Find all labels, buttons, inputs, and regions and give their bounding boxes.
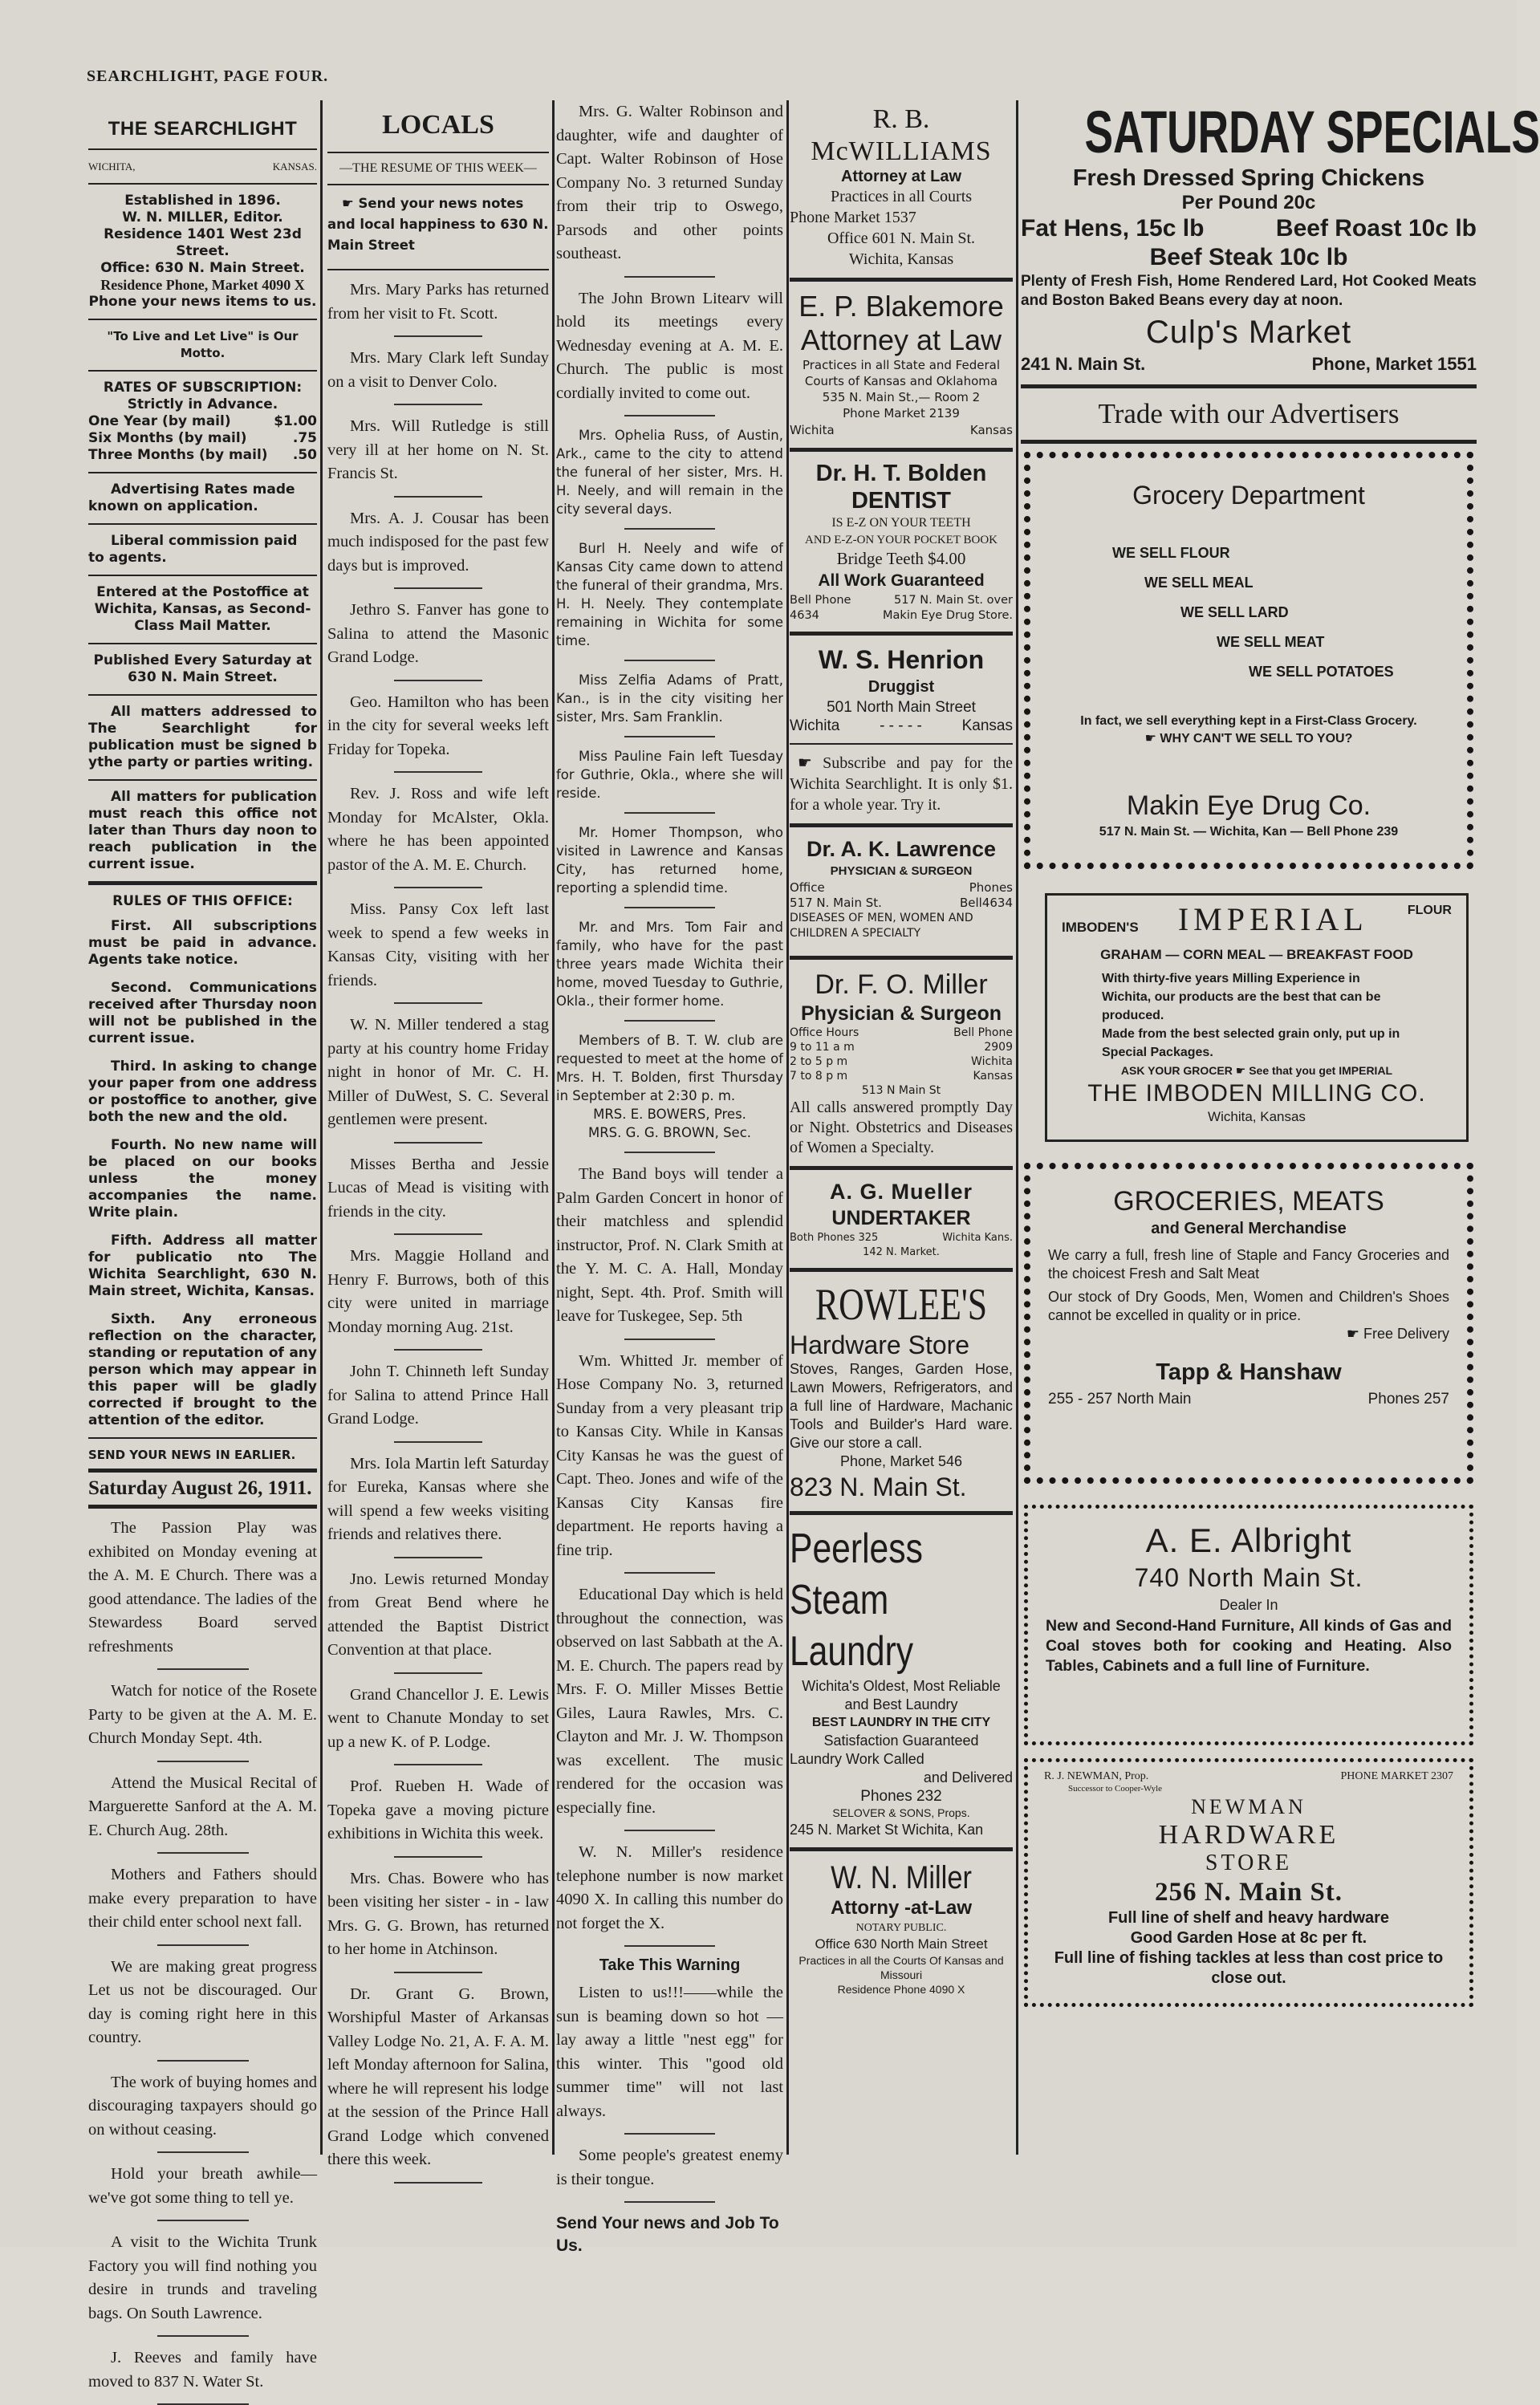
local-item: Mrs. Maggie Holland and Henry F. Burrows, both of this city were united in marriage Monday morning Aug. 21st. bbox=[327, 1247, 549, 1336]
phone-news: Phone your news items to us. bbox=[88, 294, 317, 310]
news-item: The work of buying homes and discouraging taxpayers should go on without ceasing. bbox=[88, 2073, 317, 2139]
ad-line: E. P. Blakemore bbox=[798, 290, 1004, 323]
ad-line: Wichita bbox=[790, 717, 840, 734]
ad-line: Attorney at Law bbox=[840, 168, 962, 185]
news-item-small: Miss Pauline Fain left Tuesday for Guthrie, Okla., where she will reside. bbox=[556, 749, 783, 801]
local-item: Grand Chancellor J. E. Lewis went to Chanute Monday to set up a new K. of P. Lodge. bbox=[327, 1685, 549, 1751]
news-item: Educational Day which is held throughout the connection, was observed on last Sabbath at the A. M. E. Church. The papers read by Mrs. F. O. Miller Misses Bettie Giles, Laura Rawles, Mrs. C. Clayton and Mr. J. W. Thompson was excellent. The music rendered for the occasion was especially fine. bbox=[556, 1586, 783, 1817]
ad-line: Successor to Cooper-Wyle bbox=[1068, 1784, 1163, 1794]
ad-line: R. J. NEWMAN, Prop. bbox=[1044, 1770, 1149, 1782]
entered-notice: Entered at the Postoffice at Wichita, Kansas, as Second-Class Mail Matter. bbox=[94, 584, 311, 634]
ad-line: 245 N. Market St Wichita, Kan bbox=[790, 1822, 984, 1838]
established: Established in 1896. bbox=[124, 193, 281, 209]
column-rule bbox=[320, 100, 323, 2155]
local-item: Mrs. Iola Martin left Saturday for Eureka, Kansas where she will spend a few weeks visiting friends and relatives there. bbox=[327, 1454, 549, 1543]
item-divider bbox=[624, 907, 715, 908]
item-divider bbox=[394, 1349, 482, 1351]
item-divider bbox=[624, 1830, 715, 1831]
ad-line: WE SELL MEAL bbox=[1144, 575, 1254, 591]
ad-albright bbox=[1024, 1505, 1473, 1745]
rates-head: RATES OF SUBSCRIPTION: bbox=[103, 380, 303, 396]
residence: Residence 1401 West 23d Street. bbox=[104, 226, 302, 259]
ad-line: AND E-Z-ON YOUR POCKET BOOK bbox=[805, 534, 998, 546]
ad-line: PHYSICIAN & SURGEON bbox=[830, 864, 973, 878]
club-signature: MRS. G. G. BROWN, Sec. bbox=[587, 1125, 752, 1140]
club-signature: MRS. E. BOWERS, Pres. bbox=[593, 1107, 746, 1122]
editor: W. N. MILLER, Editor. bbox=[122, 209, 283, 225]
ad-line: Made from the best selected grain only, put up in Special Packages. bbox=[1102, 1027, 1400, 1059]
ad-line: SELOVER & SONS, Props. bbox=[832, 1806, 970, 1819]
item-divider bbox=[624, 415, 715, 416]
ad-rowlee bbox=[790, 1280, 1013, 1503]
ad-line: Tapp & Hanshaw bbox=[1156, 1359, 1342, 1385]
ad-line: Beef Roast 10c lb bbox=[1275, 215, 1477, 242]
news-item: The Band boys will tender a Palm Garden Concert in honor of their matchless and splendid instructor, Prof. N. Clark Smith at the Y. M. C. A. Hall, Monday night, Sept. 4th. Prof. Smith will leave for Tuskegee, Sep. 5th bbox=[556, 1165, 783, 1325]
ad-line: Both Phones 325 bbox=[790, 1232, 879, 1244]
news-item: A visit to the Wichita Trunk Factory you will find nothing you desire in trunds and traveling bags. On South Lawrence. bbox=[88, 2233, 317, 2322]
local-item: Miss. Pansy Cox left last week to spend a few weeks in Kansas City, visiting with her friends. bbox=[327, 900, 549, 989]
locals-subtitle: —THE RESUME OF THIS WEEK— bbox=[339, 161, 537, 175]
advertising-rates: Advertising Rates made known on application. bbox=[88, 481, 295, 514]
ad-line: Attorny -at-Law bbox=[831, 1897, 972, 1919]
ad-line: WE SELL LARD bbox=[1180, 604, 1289, 620]
ad-line: Kansas bbox=[969, 423, 1013, 437]
item-divider bbox=[394, 1672, 482, 1674]
ad-makin bbox=[1024, 452, 1473, 869]
ad-line: Bell Phone bbox=[953, 1026, 1013, 1039]
item-divider bbox=[394, 496, 482, 498]
ad-line: IS E-Z ON YOUR TEETH bbox=[831, 516, 971, 530]
locals-title: LOCALS bbox=[382, 110, 494, 140]
local-item: Mrs. Chas. Bowere who has been visiting her sister - in - law Mrs. G. G. Brown, has returned to her home in Atchinson. bbox=[327, 1869, 549, 1958]
news-item-small: Mrs. Ophelia Russ, of Austin, Ark., came to the city to attend the funeral of her sister, Mrs. H. H. Neely, and will remain in the city several days. bbox=[556, 428, 783, 517]
rule-item: Second. Communications received after Thursday noon will not be published in the current issue. bbox=[88, 980, 317, 1046]
item-divider bbox=[394, 1142, 482, 1144]
ad-line: Full line of fishing tackles at less than cost price to close out. bbox=[1054, 1949, 1444, 1987]
ad-line: ASK YOUR GROCER ☛ See that you get IMPERIAL bbox=[1120, 1064, 1393, 1077]
ad-line: 241 N. Main St. bbox=[1021, 354, 1146, 374]
ad-line: 823 N. Main St. bbox=[790, 1473, 967, 1501]
warning-text: Listen to us!!!——while the sun is beaming down so hot — lay away a little "nest egg" for this winter. This "good old summer time" will not last always. bbox=[556, 1984, 783, 2120]
item-divider bbox=[624, 812, 715, 814]
item-divider bbox=[394, 771, 482, 773]
item-divider bbox=[624, 2201, 715, 2203]
ad-line: Wichita, Kansas bbox=[848, 250, 954, 268]
ad-line: Full line of shelf and heavy hardware bbox=[1107, 1909, 1390, 1927]
news-item: Attend the Musical Recital of Marguerette Sanford at the A. M. E. Church Aug. 28th. bbox=[88, 1773, 317, 1839]
item-divider bbox=[157, 2151, 249, 2153]
rate-label: One Year (by mail) bbox=[88, 413, 231, 429]
ad-line: All Work Guaranteed bbox=[818, 571, 985, 590]
local-item: Dr. Grant G. Brown, Worshipful Master of Arkansas Valley Lodge No. 21, A. F. A. M. left Monday afternoon for Salina, where he will represent his lodge at the session of the Prince Hall Grand Lodge which convened there this week. bbox=[327, 1985, 549, 2168]
ad-line: Plenty of Fresh Fish, Home Rendered Lard, Hot Cooked Meats and Boston Baked Beans every day at noon. bbox=[1021, 273, 1477, 309]
item-divider bbox=[624, 1945, 715, 1947]
local-item: Mrs. Will Rutledge is still very ill at her home on N. St. Francis St. bbox=[327, 417, 549, 482]
ad-culp bbox=[1021, 99, 1540, 375]
ad-line: Office Hours bbox=[790, 1026, 859, 1039]
news-item: The John Brown Litearv will hold its meetings every Wednesday evening at A. M. E. Church. The public is most cordially invited to come out. bbox=[556, 289, 783, 402]
ad-line: Phones 257 bbox=[1367, 1391, 1449, 1408]
ad-line: 256 N. Main St. bbox=[1154, 1878, 1343, 1907]
local-item: Jethro S. Fanver has gone to Salina to attend the Masonic Grand Lodge. bbox=[327, 601, 549, 666]
ad-line: Office 601 N. Main St. bbox=[827, 230, 976, 247]
column-three-items bbox=[556, 100, 783, 2257]
item-divider bbox=[157, 2335, 249, 2337]
ad-line: Our stock of Dry Goods, Men, Women and Children's Shoes cannot be excelled in quality or in price. bbox=[1048, 1289, 1449, 1323]
ad-line: Steam bbox=[790, 1577, 889, 1623]
issue-date: Saturday August 26, 1911. bbox=[88, 1477, 312, 1499]
ad-line: 517 N. Main St. bbox=[790, 896, 882, 910]
ad-line: Phone, Market 1551 bbox=[1311, 354, 1477, 374]
ad-line: 513 N Main St bbox=[861, 1084, 941, 1097]
masthead-title: THE SEARCHLIGHT bbox=[108, 118, 298, 140]
ad-line: IMPERIAL bbox=[1177, 901, 1368, 937]
ad-line: All calls answered promptly Day or Night. Obstetrics and Diseases of Women a Specialty. bbox=[790, 1099, 1013, 1156]
rule-item: Sixth. Any erroneous reflection on the character, standing or reputation of any person which may appear in this paper will be gladly corrected if brought to the attention of the editor. bbox=[88, 1311, 317, 1428]
locals-column bbox=[327, 100, 549, 2168]
column-rule bbox=[1016, 100, 1018, 2155]
ad-line: NEWMAN bbox=[1191, 1795, 1306, 1818]
ad-blakemore bbox=[790, 290, 1013, 440]
item-divider bbox=[394, 1557, 482, 1558]
send-news-job: Send Your news and Job To Us. bbox=[556, 2214, 779, 2255]
ad-peerless bbox=[790, 1523, 1013, 1839]
item-divider bbox=[624, 660, 715, 661]
item-divider bbox=[394, 1233, 482, 1235]
ad-line: A. E. Albright bbox=[1145, 1521, 1352, 1559]
local-item: Prof. Rueben H. Wade of Topeka gave a moving picture exhibitions in Wichita this week. bbox=[327, 1777, 549, 1842]
ad-line: Beef Steak 10c lb bbox=[1149, 244, 1348, 270]
ad-line: THE IMBODEN MILLING CO. bbox=[1087, 1080, 1426, 1107]
ad-bolden bbox=[790, 460, 1013, 624]
page-folio: SEARCHLIGHT, PAGE FOUR. bbox=[87, 67, 329, 85]
item-divider bbox=[624, 1020, 715, 1022]
local-item: John T. Chinneth left Sunday for Salina to attend Prince Hall Grand Lodge. bbox=[327, 1363, 549, 1428]
news-item-small: Members of B. T. W. club are requested to meet at the home of Mrs. H. T. Bolden, first Thursday in September at 2:30 p. m. bbox=[556, 1033, 783, 1103]
item-divider bbox=[394, 587, 482, 589]
local-item: Mrs. A. J. Cousar has been much indisposed for the past few days but is improved. bbox=[327, 509, 549, 575]
ad-henrion: W. S. Henrion Druggist 501 North Main Street Wichita - - - - - Kansas bbox=[790, 645, 1013, 734]
local-item: W. N. Miller tendered a stag party at his country home Friday night in honor of Mr. C. H. Miller of DuWest, S. C. Several gentlemen were present. bbox=[327, 1016, 549, 1128]
item-divider bbox=[394, 887, 482, 888]
ad-line: McWILLIAMS bbox=[811, 136, 992, 166]
item-divider bbox=[394, 1856, 482, 1858]
ad-line: NOTARY PUBLIC. bbox=[855, 1922, 947, 1934]
ad-line: and Delivered bbox=[923, 1769, 1013, 1785]
ad-line: Practices in all Courts bbox=[830, 188, 973, 205]
ad-line: ☛ Free Delivery bbox=[1346, 1326, 1449, 1342]
ad-line: 142 N. Market. bbox=[863, 1246, 940, 1258]
ad-line: Satisfaction Guaranteed bbox=[823, 1733, 979, 1749]
ad-line: Dr. F. O. Miller bbox=[815, 969, 988, 1000]
ad-mcwilliams bbox=[790, 104, 1013, 270]
motto: "To Live and Let Live" is Our Motto. bbox=[107, 329, 299, 360]
local-item: Rev. J. Ross and wife left Monday for McAlster, Okla. where he has been appointed pastor of the A. M. E. Church. bbox=[327, 785, 549, 874]
item-divider bbox=[624, 736, 715, 737]
ad-line: ROWLEE'S bbox=[815, 1280, 988, 1330]
ad-line: 255 - 257 North Main bbox=[1048, 1391, 1192, 1408]
ads-column-right bbox=[1021, 99, 1540, 2155]
column-three bbox=[556, 100, 783, 2255]
news-item-small: Burl H. Neely and wife of Kansas City came down to attend the funeral of their grandma, Mrs. H. H. Neely. They contemplate remaining in Wichita for some time. bbox=[556, 541, 783, 648]
news-item: J. Reeves and family have moved to 837 N. Water St. bbox=[88, 2349, 317, 2391]
ad-line: DENTIST bbox=[851, 488, 952, 514]
ad-imboden bbox=[1045, 893, 1469, 1142]
ad-line: 7 to 8 p m bbox=[790, 1070, 848, 1083]
ad-line: 740 North Main St. bbox=[1134, 1563, 1363, 1592]
ad-line: IMBODEN'S bbox=[1062, 920, 1139, 935]
rate-value: .50 bbox=[292, 447, 317, 463]
ad-line: UNDERTAKER bbox=[831, 1207, 971, 1229]
pointing-hand-icon: ☛ bbox=[1346, 1326, 1363, 1342]
rule-item: Third. In asking to change your paper from one address or postoffice to another, give both the new and the old. bbox=[88, 1058, 317, 1125]
ad-line: In fact, we sell everything kept in a First-Class Grocery. bbox=[1080, 714, 1417, 728]
ad-line: Wichita, Kansas bbox=[1208, 1109, 1306, 1124]
masthead-column bbox=[88, 100, 317, 2391]
ad-line: Phone, Market 546 bbox=[839, 1453, 963, 1469]
masthead-state: KANSAS. bbox=[272, 160, 317, 173]
item-divider bbox=[624, 1152, 715, 1153]
item-divider bbox=[624, 528, 715, 530]
rules-head: RULES OF THIS OFFICE: bbox=[112, 893, 293, 909]
ad-line: New and Second-Hand Furniture, All kinds of Gas and Coal stoves both for cooking and Heating. Also Tables, Cabinets and a full line of Furniture. bbox=[1046, 1617, 1452, 1675]
ad-line: Practices in all State and Federal Courts of Kansas and Oklahoma bbox=[802, 358, 1000, 388]
ad-line: Phones bbox=[969, 880, 1013, 895]
item-divider bbox=[394, 1002, 482, 1004]
item-divider bbox=[394, 2182, 482, 2184]
ad-line: DISEASES OF MEN, WOMEN AND CHILDREN A SPECIALTY bbox=[790, 912, 973, 940]
ad-line: Grocery Department bbox=[1132, 481, 1365, 510]
rule-item: Fourth. No new name will be placed on our books unless the money accompanies the name. Write plain. bbox=[88, 1137, 317, 1221]
item-divider bbox=[624, 1572, 715, 1574]
ad-line: W. S. Henrion bbox=[818, 645, 985, 674]
ad-line: Dealer In bbox=[1219, 1597, 1278, 1613]
ad-fomiller bbox=[790, 968, 1013, 1158]
ad-line: A. G. Mueller bbox=[829, 1180, 973, 1204]
news-item: The Passion Play was exhibited on Monday evening at the A. M. E Church. There was a good attendance. The ladies of the Stewardess Board served refreshments bbox=[88, 1519, 317, 1655]
column-rule bbox=[552, 100, 555, 2155]
ad-line: Laundry bbox=[790, 1628, 914, 1675]
locals-items bbox=[327, 278, 549, 2184]
ad-subscribe: ☛ Subscribe and pay for the Wichita Searchlight. It is only $1. for a whole year. Try it. bbox=[790, 754, 1014, 814]
ad-line: Stoves, Ranges, Garden Hose, Lawn Mowers, Refrigerators, and a full line of Hardware, Machanic Tools and Builder's Hard ware. Give our store a call. bbox=[790, 1361, 1013, 1451]
ad-line: Practices in all the Courts Of Kansas and Missouri bbox=[798, 1954, 1004, 1981]
ad-line: R. B. bbox=[872, 104, 930, 134]
ad-line: We carry a full, fresh line of Staple and Fancy Groceries and the choicest Fresh and Salt Meat bbox=[1048, 1247, 1449, 1282]
item-divider bbox=[394, 680, 482, 681]
ad-line: Druggist bbox=[868, 678, 935, 696]
ad-lawrence bbox=[790, 835, 1013, 941]
ad-line: Phone Market 1537 bbox=[790, 209, 916, 226]
ad-line: WE SELL POTATOES bbox=[1249, 664, 1394, 680]
rate-value: $1.00 bbox=[274, 413, 317, 429]
pointing-hand-icon: ☛ bbox=[342, 196, 359, 211]
ad-line: Wichita bbox=[790, 423, 835, 437]
matters-deadline: All matters for publication must reach this office not later than Thurs day noon to reach publication in the current issue. bbox=[88, 789, 317, 872]
ad-line: Fresh Dressed Spring Chickens bbox=[1072, 165, 1425, 191]
ad-line: HARDWARE bbox=[1158, 1820, 1339, 1850]
rule-item: Fifth. Address all matter for publicatio nto The Wichita Searchlight, 630 N. Main street, Wichita, Kansas. bbox=[88, 1233, 317, 1299]
column-rule bbox=[786, 100, 789, 2155]
rate-value: .75 bbox=[292, 430, 317, 446]
rates-sub: Strictly in Advance. bbox=[127, 396, 278, 412]
ad-line: Attorney at Law bbox=[800, 323, 1002, 356]
ad-line: FLOUR bbox=[1407, 904, 1452, 917]
item-divider bbox=[394, 404, 482, 405]
ad-line: Dr. H. T. Bolden bbox=[815, 461, 987, 486]
item-divider bbox=[624, 1339, 715, 1340]
rate-label: Three Months (by mail) bbox=[88, 447, 268, 463]
ad-line: Wichita bbox=[971, 1055, 1013, 1068]
published-notice: Published Every Saturday at 630 N. Main Street. bbox=[93, 652, 312, 685]
masthead-city: WICHITA, bbox=[88, 160, 136, 173]
news-item: W. N. Miller's residence telephone number is now market 4090 X. In calling this number do not forget the X. bbox=[556, 1843, 783, 1932]
ad-line: Kansas bbox=[973, 1070, 1013, 1083]
news-item: We are making great progress Let us not be discouraged. Our day is coming right here in this country. bbox=[88, 1957, 317, 2046]
ad-line: ☛ WHY CAN'T WE SELL TO YOU? bbox=[1144, 732, 1353, 745]
ad-line: 517 N. Main St. — Wichita, Kan — Bell Phone 239 bbox=[1099, 825, 1399, 839]
warning-heading: Take This Warning bbox=[599, 1956, 741, 1974]
rule-item: First. All subscriptions must be paid in advance. Agents take notice. bbox=[88, 918, 317, 968]
ad-line: Office bbox=[790, 880, 825, 895]
news-item: Watch for notice of the Rosete Party to be given at the A. M. E. Church Monday Sept. 4th. bbox=[88, 1682, 317, 1747]
ad-line: Kansas bbox=[961, 717, 1013, 734]
ad-line: 9 to 11 a m bbox=[790, 1041, 855, 1054]
ad-line: 2909 bbox=[984, 1041, 1013, 1054]
item-divider bbox=[157, 1761, 249, 1762]
ad-line: WE SELL MEAT bbox=[1217, 634, 1325, 650]
local-item: Misses Bertha and Jessie Lucas of Mead is visiting with friends in the city. bbox=[327, 1155, 549, 1221]
pointing-hand-icon: ☛ bbox=[1235, 1064, 1246, 1077]
ad-line: SATURDAY SPECIALS bbox=[1084, 99, 1540, 165]
column-one-items bbox=[88, 1517, 317, 2405]
local-item: Jno. Lewis returned Monday from Great Bend where he attended the Baptist District Convention at that place. bbox=[327, 1570, 549, 1659]
ad-line: Residence Phone 4090 X bbox=[837, 1983, 965, 1996]
item-divider bbox=[157, 2060, 249, 2062]
ad-line: Laundry Work Called bbox=[790, 1751, 924, 1767]
ad-line: PHONE MARKET 2307 bbox=[1340, 1770, 1453, 1782]
office-address: Office: 630 N. Main Street. bbox=[100, 260, 305, 276]
news-item-small: Mr. and Mrs. Tom Fair and family, who have for the past three years made Wichita their home, moved Tuesday to Guthrie, Okla., their former home. bbox=[556, 920, 783, 1009]
ad-line: Bell Phone 4634 bbox=[790, 594, 851, 622]
ad-line: Wichita's Oldest, Most Reliable and Best Laundry bbox=[802, 1678, 1001, 1712]
ad-line: Bridge Teeth $4.00 bbox=[836, 549, 966, 568]
ad-line: Per Pound 20c bbox=[1181, 192, 1316, 213]
item-divider bbox=[394, 1764, 482, 1765]
ad-line: and General Merchandise bbox=[1151, 1220, 1347, 1237]
ad-line: 2 to 5 p m bbox=[790, 1055, 848, 1068]
ad-line: Dr. A. K. Lawrence bbox=[806, 837, 997, 861]
local-item: Geo. Hamilton who has been in the city for several weeks left Friday for Topeka. bbox=[327, 693, 549, 758]
locals-send-notes: ☛ Send your news notes and local happiness to 630 N. Main Street bbox=[327, 196, 549, 253]
ad-line: Good Garden Hose at 8c per ft. bbox=[1130, 1929, 1367, 1947]
ad-line: GROCERIES, MEATS bbox=[1113, 1186, 1384, 1217]
item-divider bbox=[624, 276, 715, 278]
ad-line: Bell4634 bbox=[959, 896, 1013, 910]
send-news-earlier: SEND YOUR NEWS IN EARLIER. bbox=[88, 1448, 296, 1462]
ad-line: With thirty-five years Milling Experience in Wichita, our products are the best that can be produced. bbox=[1102, 972, 1381, 1022]
ad-line: 535 N. Main St.,— Room 2 bbox=[822, 390, 981, 404]
trade-with-advertisers: Trade with our Advertisers bbox=[1098, 398, 1400, 429]
ad-line: WE SELL FLOUR bbox=[1112, 545, 1230, 561]
ad-line: Culp's Market bbox=[1145, 315, 1352, 350]
matters-notice: All matters addressed to The Searchlight for publication must be signed b ythe party or parties writing. bbox=[88, 704, 317, 770]
ad-line: GRAHAM — CORN MEAL — BREAKFAST FOOD bbox=[1100, 947, 1413, 962]
ad-line: Physician & Surgeon bbox=[800, 1002, 1002, 1025]
item-divider bbox=[157, 1668, 249, 1670]
rate-label: Six Months (by mail) bbox=[88, 430, 247, 446]
ad-line: W. N. Miller bbox=[831, 1860, 972, 1895]
ad-line: Phone Market 2139 bbox=[843, 406, 960, 420]
local-item: Mrs. Mary Clark left Sunday on a visit to Denver Colo. bbox=[327, 349, 549, 391]
ad-line: 501 North Main Street bbox=[827, 699, 976, 716]
item-divider bbox=[157, 1944, 249, 1946]
ad-newman bbox=[1024, 1758, 1473, 2007]
ads-column-left bbox=[790, 100, 1013, 2155]
item-divider bbox=[394, 335, 482, 337]
ad-line: Office 630 North Main Street bbox=[815, 1936, 988, 1952]
news-item-small: Mr. Homer Thompson, who visited in Lawrence and Kansas City, has returned home, reporting a splendid time. bbox=[556, 825, 783, 896]
ad-line: Wichita Kans. bbox=[942, 1232, 1013, 1244]
ad-mueller bbox=[790, 1178, 1013, 1260]
ad-line: 517 N. Main St. over Makin Eye Drug Store. bbox=[883, 594, 1013, 622]
item-divider bbox=[624, 2133, 715, 2135]
news-item: Wm. Whitted Jr. member of Hose Company No. 3, returned Sunday from a very pleasant trip to Kansas City. While in Kansas City Kansas he was the guest of Capt. Theo. Jones and wife of the Kansas City Kansas fire department. He reports having a fine trip. bbox=[556, 1351, 783, 1559]
ad-line: Phones 232 bbox=[860, 1788, 942, 1805]
pointing-hand-icon: ☛ bbox=[798, 754, 823, 772]
pointing-hand-icon: ☛ bbox=[1144, 732, 1160, 745]
ad-line: BEST LAUNDRY IN THE CITY bbox=[811, 1716, 991, 1729]
news-item: Mrs. G. Walter Robinson and daughter, wife and daughter of Capt. Walter Robinson of Hose Company No. 3 returned Sunday from their trip to Oswego, Parsods and other points southeast. bbox=[556, 103, 783, 262]
ad-line: STORE bbox=[1205, 1850, 1293, 1875]
ad-line: Peerless bbox=[790, 1525, 923, 1572]
item-divider bbox=[394, 1972, 482, 1973]
residence-phone: Residence Phone, Market 4090 X bbox=[100, 277, 305, 293]
news-item: Mothers and Fathers should make every preparation to have their child enter school next fall. bbox=[88, 1866, 317, 1931]
item-divider bbox=[157, 1852, 249, 1854]
local-item: Mrs. Mary Parks has returned from her visit to Ft. Scott. bbox=[327, 281, 549, 323]
ad-line: Fat Hens, 15c lb bbox=[1021, 215, 1205, 242]
item-divider bbox=[157, 2220, 249, 2221]
ad-line: Makin Eye Drug Co. bbox=[1126, 790, 1371, 821]
ad-line: Hardware Store bbox=[790, 1330, 970, 1359]
item-divider bbox=[394, 1441, 482, 1443]
ad-wnmiller bbox=[790, 1859, 1013, 1997]
news-item: Some people's greatest enemy is their tongue. bbox=[556, 2147, 783, 2188]
news-item: Hold your breath awhile—we've got some thing to tell ye. bbox=[88, 2165, 317, 2207]
ad-tapp-hanshaw bbox=[1024, 1163, 1473, 1484]
liberal-commission: Liberal commission paid to agents. bbox=[88, 533, 298, 566]
news-item-small: Miss Zelfia Adams of Pratt, Kan., is in the city visiting her sister, Mrs. Sam Franklin. bbox=[556, 672, 783, 725]
